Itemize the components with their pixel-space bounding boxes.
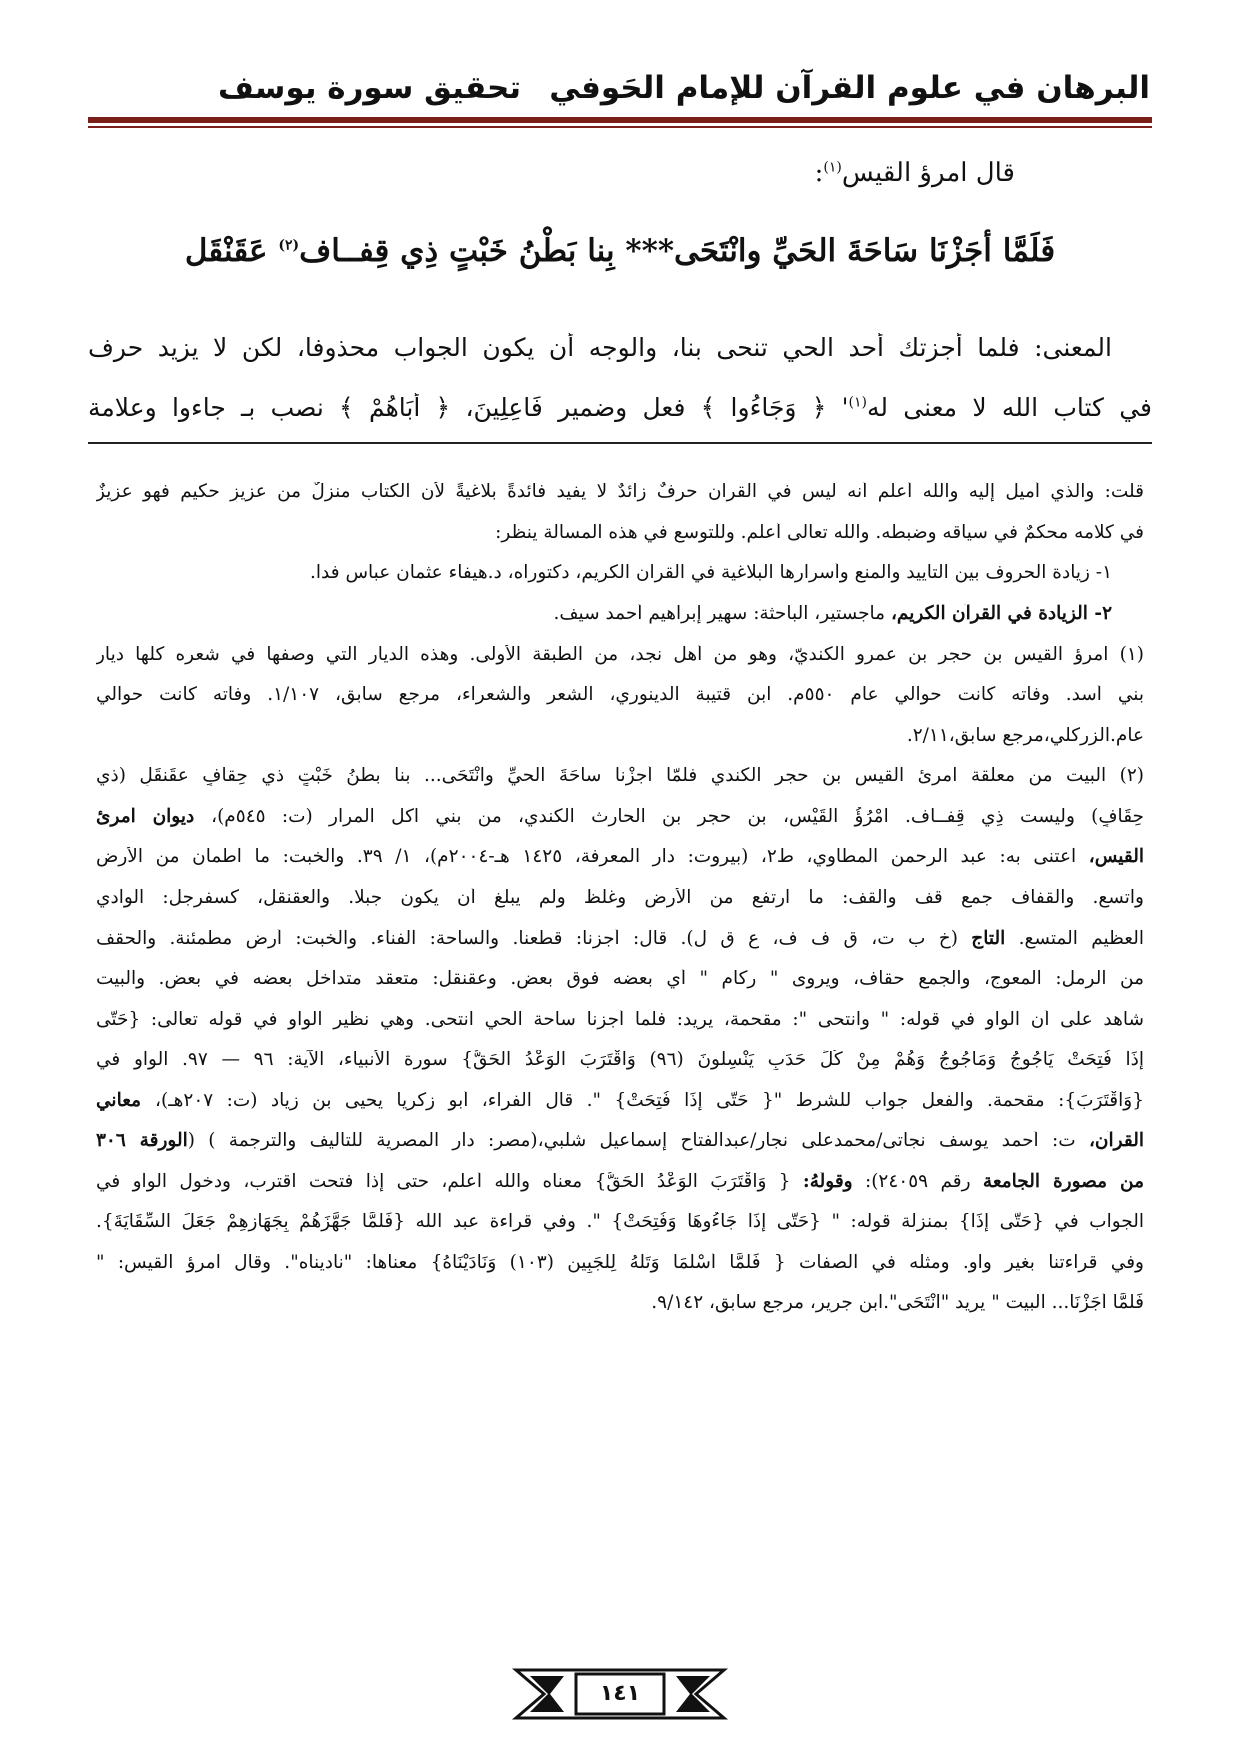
footnote-line: بني أسد. وفاته كانت حوالي عام ٥٥٠م. ابن قتيبة الدينوري، الشعر والشعراء، مرجع سابق، ١/١٠٧. وفاته كانت حوالي [96, 685, 1144, 705]
footnote-line [96, 1172, 1144, 1192]
body-line [88, 393, 1152, 422]
page-number-badge [510, 1662, 730, 1726]
bold-ref: ديوان امرئ [96, 807, 212, 827]
footnote-ref: (١) [823, 159, 842, 176]
bold-ref: القيس، [1088, 847, 1144, 867]
footnote-text: رقم ٢٤٠٥٩): [852, 1172, 983, 1192]
section-title: تحقيق سورة يوسف [218, 70, 522, 106]
footnote-line: في كلامه محكمٌ في سياقه وضبطه. والله تعالى أعلم. وللتوسع في هذه المسألة ينظر: [495, 523, 1144, 543]
footnote-line: واتسع. والقفاف جمع قف والقف: ما ارتفع من الأرض وغلظ ولم يبلغ أن يكون جبلا. والعقنقل، كسفرجل: الوادي [96, 888, 1144, 908]
footnote-line [96, 1091, 1144, 1111]
footnote-text: { وَاقْتَرَبَ الْوَعْدُ الْحَقُّ} معناه والله أعلم، حتى إذا فتحت اقترب، ودخول الواو في [96, 1172, 803, 1192]
footnote-line: قلت: والذي أميل إليه والله أعلم أنه ليس في القرآن حرفٌ زائدٌ لا يفيد فائدةً بلاغيةً لأن الكتاب منزلٌ من عزيزٍ حكيمٍ فهو عزيزٌ [96, 482, 1144, 502]
footnote-text: اعتنى به: عبد الرحمن المطاوي، ط٢، (بيروت: دار المعرفة، ١٤٢٥ هـ-٢٠٠٤م)، ١/ ٣٩. والخبت: ما اطمأن من الأرض [96, 847, 1089, 867]
footnote-text: (خ ب ت، ق ف ف، ع ق ل). قال: أجزنا: قطعنا. والساحة: الفناء. والخبت: أرض مطمئنة. والحقف [96, 929, 972, 949]
bold-ref: الورقة ٣٠٦ [96, 1131, 188, 1151]
footnote-text: حِقَافٍ) وليست ذِي قِفــاف. امْرُؤُ القَيْس، بن حجر بن الحارث الكندي، من بني آكل المرار (ت: ٥٤٥م)، [211, 807, 1144, 827]
footnote-line [96, 929, 1144, 949]
running-header [90, 70, 1150, 116]
footnote-text: {وَاقْتَرَبَ}: مقحمة. والفعل جواب للشرط "{ حَتَّى إِذَا فُتِحَتْ} ". قال الفراء، أبو زكريا يحيى بن زياد (ت: ٢٠٧هـ)، [155, 1091, 1144, 1111]
intro-line [815, 158, 1015, 188]
footnote-ref: (٢) [278, 237, 300, 254]
bold-ref: التاج [971, 929, 1006, 949]
header-rule-thick [88, 117, 1152, 123]
footnote-line: فَلَمَّا أَجَزْنَا... البيت " يريد "انْتَحَى".ابن جرير، مرجع سابق، ٩/١٤٢. [651, 1293, 1144, 1313]
footnote-list-item [96, 604, 1112, 624]
bold-ref: ٢- الزيادة في القرآن الكريم، [890, 604, 1112, 624]
footnote-ref: (١) [848, 394, 867, 411]
footnote-text: العظيم المتسع. [1005, 929, 1144, 949]
intro-text: قال امرؤ القيس [841, 158, 1015, 188]
footnote-line: (١) امرؤ القيس بن حجر بن عمرو الكنديّ، وهو من أهل نجد، من الطبقة الأولى. وهذه الديار التي وصفها في شعره كلّها ديار [96, 645, 1144, 665]
bold-ref: القرآن، [1088, 1131, 1144, 1151]
footnote-line [96, 1131, 1144, 1151]
bold-ref: وقولُهُ: [802, 1172, 853, 1192]
footnote-line: عام.الزركلي،مرجع سابق،٢/١١. [906, 726, 1144, 746]
footnote-line: (٢) البيت من معلقة امرئ القيس بن حجر الكندي فلمّا أجزْنا ساحَةَ الحيِّ وانْتَحَى... بنا بطنُ خَبْتٍ ذي حِقافٍ عقَنقَلِ (ذي [96, 766, 1144, 786]
poetry-verse [88, 233, 1152, 269]
page-number: ١٤١ [599, 1681, 641, 1706]
footnote-text: ت: أحمد يوسف نجاتى/محمدعلى نجار/عبدالفتاح إسماعيل شلبي،(مصر: دار المصرية للتأليف والترجمة ) ( [187, 1131, 1089, 1151]
footnote-line: الجواب في {حَتَّى إِذَا} بمنزلة قوله: " {حَتَّى إِذَا جَاءُوهَا وَفُتِحَتْ} ". وفي قراءة عبد الله {فَلَمَّا جَهَّزَهُمْ بِجَهَازِهِمْ جَعَلَ السِّقَايَةَ}. [96, 1212, 1144, 1232]
footnote-separator [88, 442, 1152, 444]
footnote-line: شاهد على أن الواو في قوله: " وانتحى ": مقحمة، يريد: فلما أجزنا ساحة الحي انتحى. وهي نظير الواو في قوله تعالى: {حَتَّى [96, 1010, 1144, 1030]
footnote-line: من الرمل: المعوج، والجمع حقاف، ويروى " ركام " أي بعضه فوق بعض. وعقنقل: متعقد متداخل بعضه في بعض. والبيت [96, 969, 1144, 989]
footnote-list-item: ١- زيادة الحروف بين التأييد والمنع وأسرارها البلاغية في القرآن الكريم، دكتوراه، د.هيفاء عثمان عباس فدا. [310, 563, 1112, 583]
body-text: في كتاب الله لا معنى له [866, 393, 1152, 422]
bold-ref: معاني [96, 1091, 156, 1111]
footnote-line [96, 807, 1144, 827]
header-rule-thin [88, 126, 1152, 128]
footnote-line [96, 847, 1144, 867]
body-text: ' ﴿ وَجَاءُوا ﴾ فعل وضمير فَاعِلِينَ، ﴿ أَبَاهُمْ ﴾ نصب بـ جاءوا وعلامة [88, 393, 849, 422]
verse-text: فَلَمَّا أجَزْنَا سَاحَةَ الحَيِّ وانْتَحَى*** بِنا بَطْنُ خَبْتٍ ذِي قِفــاف [299, 233, 1056, 269]
footnote-line: إِذَا فُتِحَتْ يَأْجُوجُ وَمَأْجُوجُ وَهُمْ مِنْ كُلِّ حَدَبٍ يَنْسِلُونَ (٩٦) وَاقْتَرَبَ الْوَعْدُ الْحَقُّ} سورة الأنبياء، الآية: ٩٦ — ٩٧. الواو في [96, 1050, 1144, 1070]
bold-ref: من مصورة الجامعة [982, 1172, 1144, 1192]
verse-text-end: عَقَنْقَل [184, 233, 279, 269]
body-line: المعنى: فلما أجزتك أحد الحي تنحى بنا، والوجه أن يكون الجواب محذوفا، لكن لا يزيد حرف [88, 333, 1112, 362]
footnote-text: ماجستير، الباحثة: سهير إبراهيم أحمد سيف. [553, 604, 891, 624]
footnote-line: وفي قراءتنا بغير واو. ومثله في الصفات { فَلَمَّا أَسْلَمَا وَتَلَّهُ لِلْجَبِينِ (١٠٣) وَنَادَيْنَاهُ} معناها: "ناديناه". وقال امرؤ القيس: " [96, 1253, 1144, 1273]
book-title: البرهان في علوم القرآن للإمام الحَوفي [549, 70, 1150, 106]
intro-colon: : [814, 158, 824, 188]
